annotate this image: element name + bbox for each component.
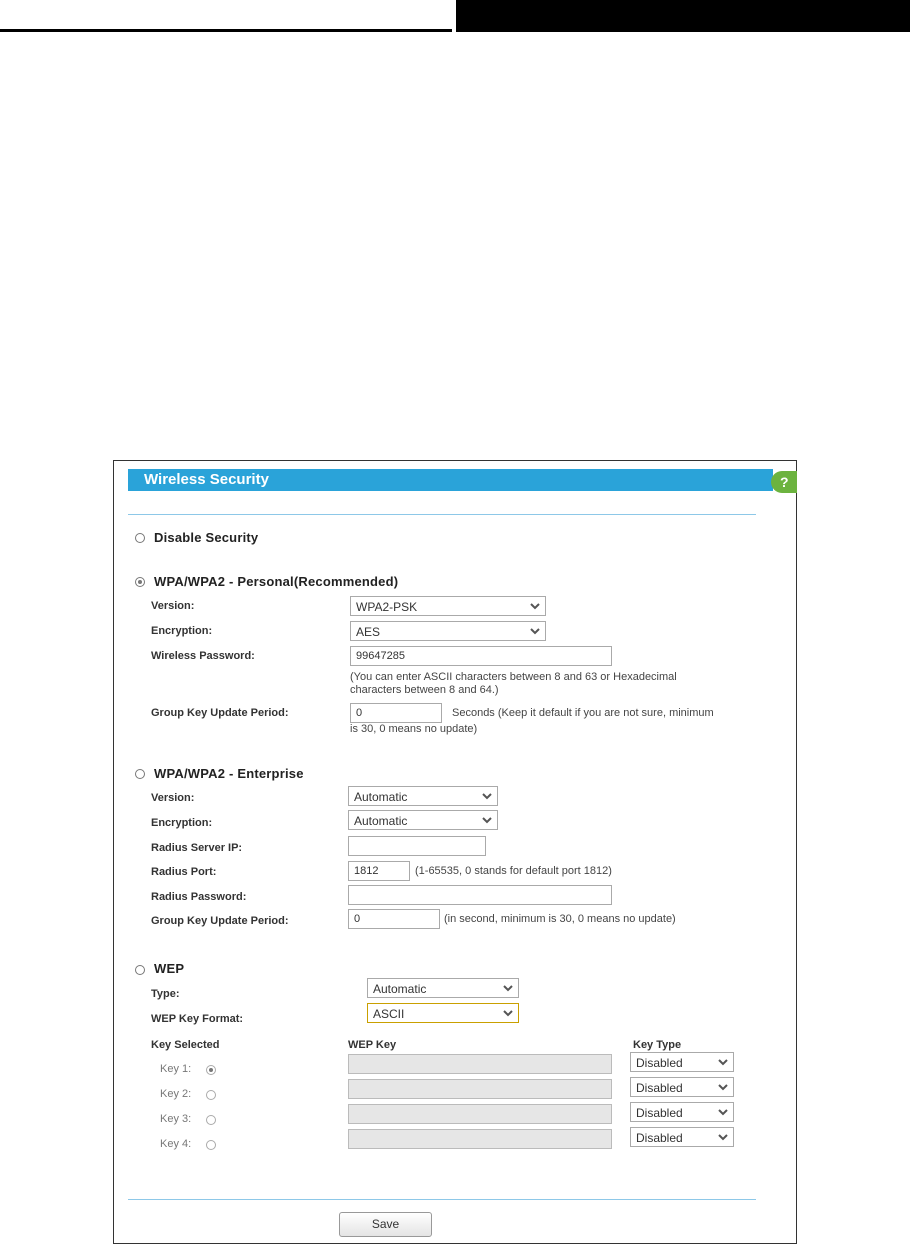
chevron-down-icon — [500, 980, 516, 996]
radius-port-label: Radius Port: — [151, 866, 217, 878]
password-note-line1: (You can enter ASCII characters between 8 and 63 or Hexadecimal — [350, 671, 677, 683]
wep-type-label: Type: — [151, 988, 180, 1000]
help-icon[interactable]: ? — [771, 471, 797, 493]
encryption-label: Encryption: — [151, 817, 213, 829]
chevron-down-icon — [715, 1104, 731, 1120]
key-4-radio[interactable] — [206, 1140, 216, 1150]
panel-titlebar — [128, 469, 773, 491]
header-bar — [456, 0, 910, 32]
radius-server-ip-input[interactable] — [348, 836, 486, 856]
key-2-radio[interactable] — [206, 1090, 216, 1100]
radius-password-input[interactable] — [348, 885, 612, 905]
disable-security-radio[interactable] — [135, 533, 145, 543]
wpa-enterprise-label: WPA/WPA2 - Enterprise — [154, 766, 304, 781]
password-note-line2: characters between 8 and 64.) — [350, 684, 499, 696]
personal-version-value: WPA2-PSK — [356, 600, 418, 614]
wep-type-value: Automatic — [373, 982, 427, 996]
wpa-enterprise-radio[interactable] — [135, 769, 145, 779]
enterprise-group-key-input[interactable]: 0 — [348, 909, 440, 929]
group-key-label: Group Key Update Period: — [151, 915, 289, 927]
key-4-type-value: Disabled — [636, 1131, 683, 1145]
wep-key-4-input[interactable] — [348, 1129, 612, 1149]
enterprise-group-note: (in second, minimum is 30, 0 means no update) — [444, 913, 676, 925]
key-4-label: Key 4: — [160, 1138, 192, 1150]
chevron-down-icon — [527, 623, 543, 639]
enterprise-version-value: Automatic — [354, 790, 408, 804]
enterprise-encryption-value: Automatic — [354, 814, 408, 828]
wep-label: WEP — [154, 961, 185, 976]
key-1-type-select[interactable] — [630, 1052, 734, 1072]
key-2-label: Key 2: — [160, 1088, 192, 1100]
header-rule — [0, 29, 452, 32]
key-1-label: Key 1: — [160, 1063, 192, 1075]
key-2-type-select[interactable] — [630, 1077, 734, 1097]
personal-group-key-input[interactable]: 0 — [350, 703, 442, 723]
personal-version-select[interactable] — [350, 596, 546, 616]
col-key-type: Key Type — [633, 1039, 682, 1051]
wpa-personal-label: WPA/WPA2 - Personal(Recommended) — [154, 574, 399, 589]
wep-key-format-select[interactable] — [367, 1003, 519, 1023]
personal-encryption-value: AES — [356, 625, 381, 639]
page-title: Wireless Security — [144, 471, 269, 488]
key-3-label: Key 3: — [160, 1113, 192, 1125]
wep-key-format-label: WEP Key Format: — [151, 1013, 244, 1025]
chevron-down-icon — [479, 788, 495, 804]
chevron-down-icon — [715, 1129, 731, 1145]
col-key-selected: Key Selected — [151, 1039, 220, 1051]
wep-key-1-input[interactable] — [348, 1054, 612, 1074]
wep-key-format-value: ASCII — [373, 1007, 405, 1021]
radius-port-note: (1-65535, 0 stands for default port 1812) — [415, 865, 612, 877]
personal-group-note-line2: is 30, 0 means no update) — [350, 723, 478, 735]
chevron-down-icon — [715, 1054, 731, 1070]
divider-top — [128, 514, 756, 515]
key-3-radio[interactable] — [206, 1115, 216, 1125]
key-3-type-value: Disabled — [636, 1106, 683, 1120]
save-button[interactable]: Save — [339, 1212, 432, 1237]
wep-key-2-input[interactable] — [348, 1079, 612, 1099]
wep-radio[interactable] — [135, 965, 145, 975]
wireless-password-input[interactable]: 99647285 — [350, 646, 612, 666]
chevron-down-icon — [500, 1005, 516, 1021]
disable-security-label: Disable Security — [154, 530, 259, 545]
key-2-type-value: Disabled — [636, 1081, 683, 1095]
wireless-password-label: Wireless Password: — [151, 650, 255, 662]
wep-type-select[interactable] — [367, 978, 519, 998]
personal-encryption-select[interactable] — [350, 621, 546, 641]
chevron-down-icon — [479, 812, 495, 828]
encryption-label: Encryption: — [151, 625, 213, 637]
enterprise-version-select[interactable] — [348, 786, 498, 806]
key-1-radio[interactable] — [206, 1065, 216, 1075]
chevron-down-icon — [527, 598, 543, 614]
enterprise-encryption-select[interactable] — [348, 810, 498, 830]
personal-group-note-line1: Seconds (Keep it default if you are not sure, minimum — [452, 707, 714, 719]
col-wep-key: WEP Key — [348, 1039, 397, 1051]
radius-port-input[interactable]: 1812 — [348, 861, 410, 881]
wep-key-3-input[interactable] — [348, 1104, 612, 1124]
key-4-type-select[interactable] — [630, 1127, 734, 1147]
wpa-personal-radio[interactable] — [135, 577, 145, 587]
divider-bottom — [128, 1199, 756, 1200]
version-label: Version: — [151, 600, 195, 612]
version-label: Version: — [151, 792, 195, 804]
key-3-type-select[interactable] — [630, 1102, 734, 1122]
radius-server-ip-label: Radius Server IP: — [151, 842, 243, 854]
group-key-label: Group Key Update Period: — [151, 707, 289, 719]
chevron-down-icon — [715, 1079, 731, 1095]
key-1-type-value: Disabled — [636, 1056, 683, 1070]
wireless-security-panel — [113, 460, 797, 1244]
radius-password-label: Radius Password: — [151, 891, 247, 903]
